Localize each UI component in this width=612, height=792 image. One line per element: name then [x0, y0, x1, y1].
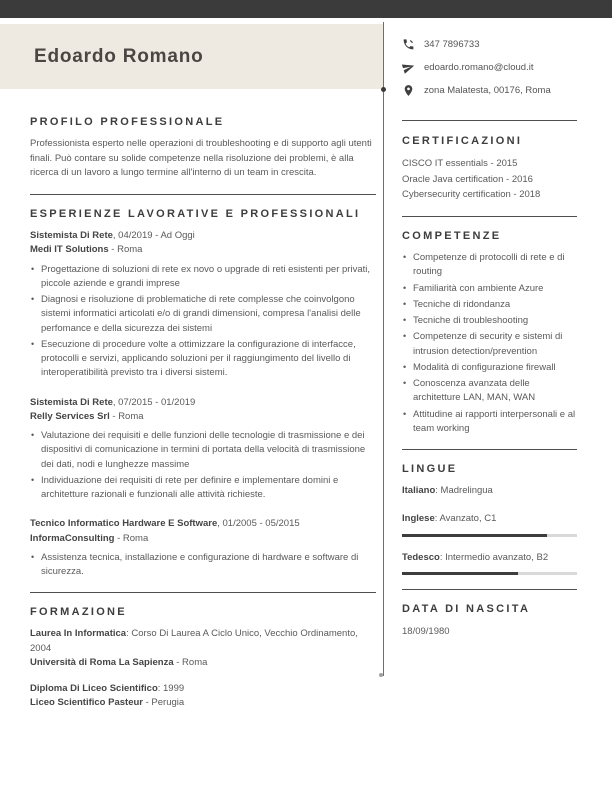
- job-title: Sistemista Di Rete: [30, 230, 113, 242]
- skill-item: • Tecniche di ridondanza: [402, 298, 577, 312]
- language-level-bar-fill: [402, 534, 547, 537]
- job-location: - Roma: [114, 532, 149, 544]
- school-name: Liceo Scientifico Pasteur: [30, 697, 143, 709]
- skill-item: • Conoscenza avanzata delle architetture LAN, MAN, WAN: [402, 377, 577, 406]
- bullet-item: • Valutazione dei requisiti e delle funzioni delle tecnologie di trasmissione e dei dispositivi di comunicazione in termini di portata della velocità di trasmissione dei dati, nodi e lunghezze massime: [30, 429, 376, 472]
- profile-text: Professionista esperto nelle operazioni di troubleshooting e di supporto agli utenti finali. Può contare su solide competenze nella risoluzione dei problemi, è alla ricerca di un lavoro a lungo termine all'interno di un team in crescita.: [30, 138, 372, 179]
- job-title-line: [30, 396, 376, 410]
- language-level: : Avanzato, C1: [434, 513, 497, 525]
- contact-block: [402, 38, 602, 107]
- degree-detail: : Corso Di Laurea A Ciclo Unico, Vecchio Ordinamento, 2004: [30, 628, 358, 654]
- skill-item: • Modalità di configurazione firewall: [402, 361, 577, 375]
- language-line: [402, 512, 577, 526]
- language-level: : Madrelingua: [435, 485, 493, 497]
- email-address: edoardo.romano@cloud.it: [424, 62, 534, 73]
- skill-item: • Competenze di security e sistemi di intrusion detection/prevention: [402, 330, 577, 359]
- job-company: Medi IT Solutions: [30, 244, 109, 256]
- contact-phone-row: [402, 38, 602, 51]
- column-divider: [383, 22, 384, 676]
- skill-item: • Attitudine ai rapporti interpersonali e al team working: [402, 408, 577, 437]
- section-heading-education: FORMAZIONE: [30, 606, 127, 619]
- section-heading-skills: COMPETENZE: [402, 230, 502, 243]
- job-entry: [30, 517, 376, 579]
- bullet-item: • Esecuzione di procedure volte a ottimizzare la configurazione di interfacce, protocolli e servizi, applicando soluzioni per il raggiungimento del livello di interoperatibilità previsto tra i diversi sistemi.: [30, 338, 376, 381]
- job-title-line: [30, 229, 376, 243]
- language-entry: [402, 512, 577, 536]
- skill-item: • Competenze di protocolli di rete e di routing: [402, 251, 577, 280]
- job-dates: , 01/2005 - 05/2015: [217, 518, 300, 530]
- section-heading-experience: ESPERIENZE LAVORATIVE E PROFESSIONALI: [30, 208, 361, 221]
- certification-item: CISCO IT essentials - 2015: [402, 158, 518, 169]
- bullet-item: • Individuazione dei requisiti di rete per definire e implementare domini e architetture razionali e funzionali alle attività richieste.: [30, 474, 376, 503]
- right-column: [402, 112, 577, 639]
- top-accent-bar: [0, 0, 612, 18]
- job-title-line: [30, 517, 376, 531]
- language-level-bar-fill: [402, 572, 518, 575]
- column-divider-dot-top: [381, 87, 386, 92]
- section-rule: [402, 449, 577, 450]
- certification-item: Cybersecurity certification - 2018: [402, 189, 541, 201]
- phone-number: 347 7896733: [424, 39, 480, 50]
- education-entry: [30, 627, 376, 670]
- school-location: - Roma: [173, 656, 208, 668]
- birth-date: 18/09/1980: [402, 625, 450, 637]
- section-heading-certifications: CERTIFICAZIONI: [402, 135, 523, 147]
- phone-icon: [402, 38, 415, 51]
- skills-list: [402, 251, 577, 436]
- skill-item: • Tecniche di troubleshooting: [402, 314, 577, 328]
- degree-detail: : 1999: [157, 683, 185, 695]
- job-company-line: [30, 243, 376, 257]
- certification-item: Oracle Java certification - 2016: [402, 173, 533, 185]
- section-rule: [402, 120, 577, 121]
- section-rule: [402, 589, 577, 590]
- degree-line: [30, 682, 376, 696]
- job-dates: , 07/2015 - 01/2019: [112, 396, 196, 408]
- job-title: Sistemista Di Rete: [30, 396, 113, 408]
- job-company-line: [30, 532, 376, 546]
- left-column: [30, 116, 376, 711]
- language-name: Tedesco: [402, 551, 440, 563]
- degree-line: [30, 627, 376, 656]
- language-entry: [402, 484, 577, 498]
- bullet-item: • Diagnosi e risoluzione di problematiche di rete complesse che coinvolgono sistemi informatici articolati e/o di grandi dimensioni, compresa l'analisi delle perfomance e della sicurezza dei sistemi: [30, 293, 376, 336]
- job-location: - Roma: [109, 410, 144, 422]
- section-rule: [30, 194, 376, 195]
- job-entry: [30, 229, 376, 381]
- job-company: Relly Services Srl: [30, 410, 110, 422]
- section-heading-languages: LINGUE: [402, 463, 458, 476]
- school-location: - Perugia: [142, 697, 185, 709]
- section-heading-birthdate: DATA DI NASCITA: [402, 602, 531, 615]
- name-band: [0, 24, 384, 89]
- job-bullets: [30, 551, 376, 580]
- job-entry: [30, 396, 376, 503]
- language-name: Inglese: [402, 513, 435, 525]
- send-icon: [400, 59, 416, 75]
- school-line: [30, 696, 376, 710]
- page-title: Edoardo Romano: [34, 45, 204, 67]
- school-line: [30, 656, 376, 670]
- job-dates: , 04/2019 - Ad Oggi: [112, 230, 195, 242]
- language-entry: [402, 551, 577, 575]
- job-company-line: [30, 410, 376, 424]
- job-company: InformaConsulting: [30, 532, 115, 544]
- section-heading-profile: PROFILO PROFESSIONALE: [30, 116, 225, 128]
- language-level-bar: [402, 534, 577, 537]
- language-level-bar: [402, 572, 577, 575]
- contact-email-row: [402, 61, 602, 74]
- location-pin-icon: [402, 84, 415, 97]
- language-level: : Intermedio avanzato, B2: [439, 551, 549, 563]
- bullet-item: • Assistenza tecnica, installazione e configurazione di hardware e software di sicurezza.: [30, 551, 376, 580]
- address-text: zona Malatesta, 00176, Roma: [424, 85, 551, 96]
- education-entry: [30, 682, 376, 711]
- language-line: [402, 484, 577, 498]
- school-name: Università di Roma La Sapienza: [30, 656, 174, 668]
- section-rule: [30, 592, 376, 593]
- skill-item: • Familiarità con ambiente Azure: [402, 282, 577, 296]
- section-rule: [402, 216, 577, 217]
- bullet-item: • Progettazione di soluzioni di rete ex novo o upgrade di reti esistenti per privati, piccole aziende e grandi imprese: [30, 263, 376, 292]
- degree-name: Laurea In Informatica: [30, 628, 127, 640]
- job-location: - Roma: [108, 244, 143, 256]
- language-name: Italiano: [402, 485, 436, 497]
- contact-address-row: [402, 84, 602, 97]
- job-title: Tecnico Informatico Hardware E Software: [30, 518, 218, 530]
- job-bullets: [30, 429, 376, 502]
- language-line: [402, 551, 577, 565]
- degree-name: Diploma Di Liceo Scientifico: [30, 683, 158, 695]
- job-bullets: [30, 263, 376, 381]
- column-divider-dot-bottom: [379, 673, 383, 677]
